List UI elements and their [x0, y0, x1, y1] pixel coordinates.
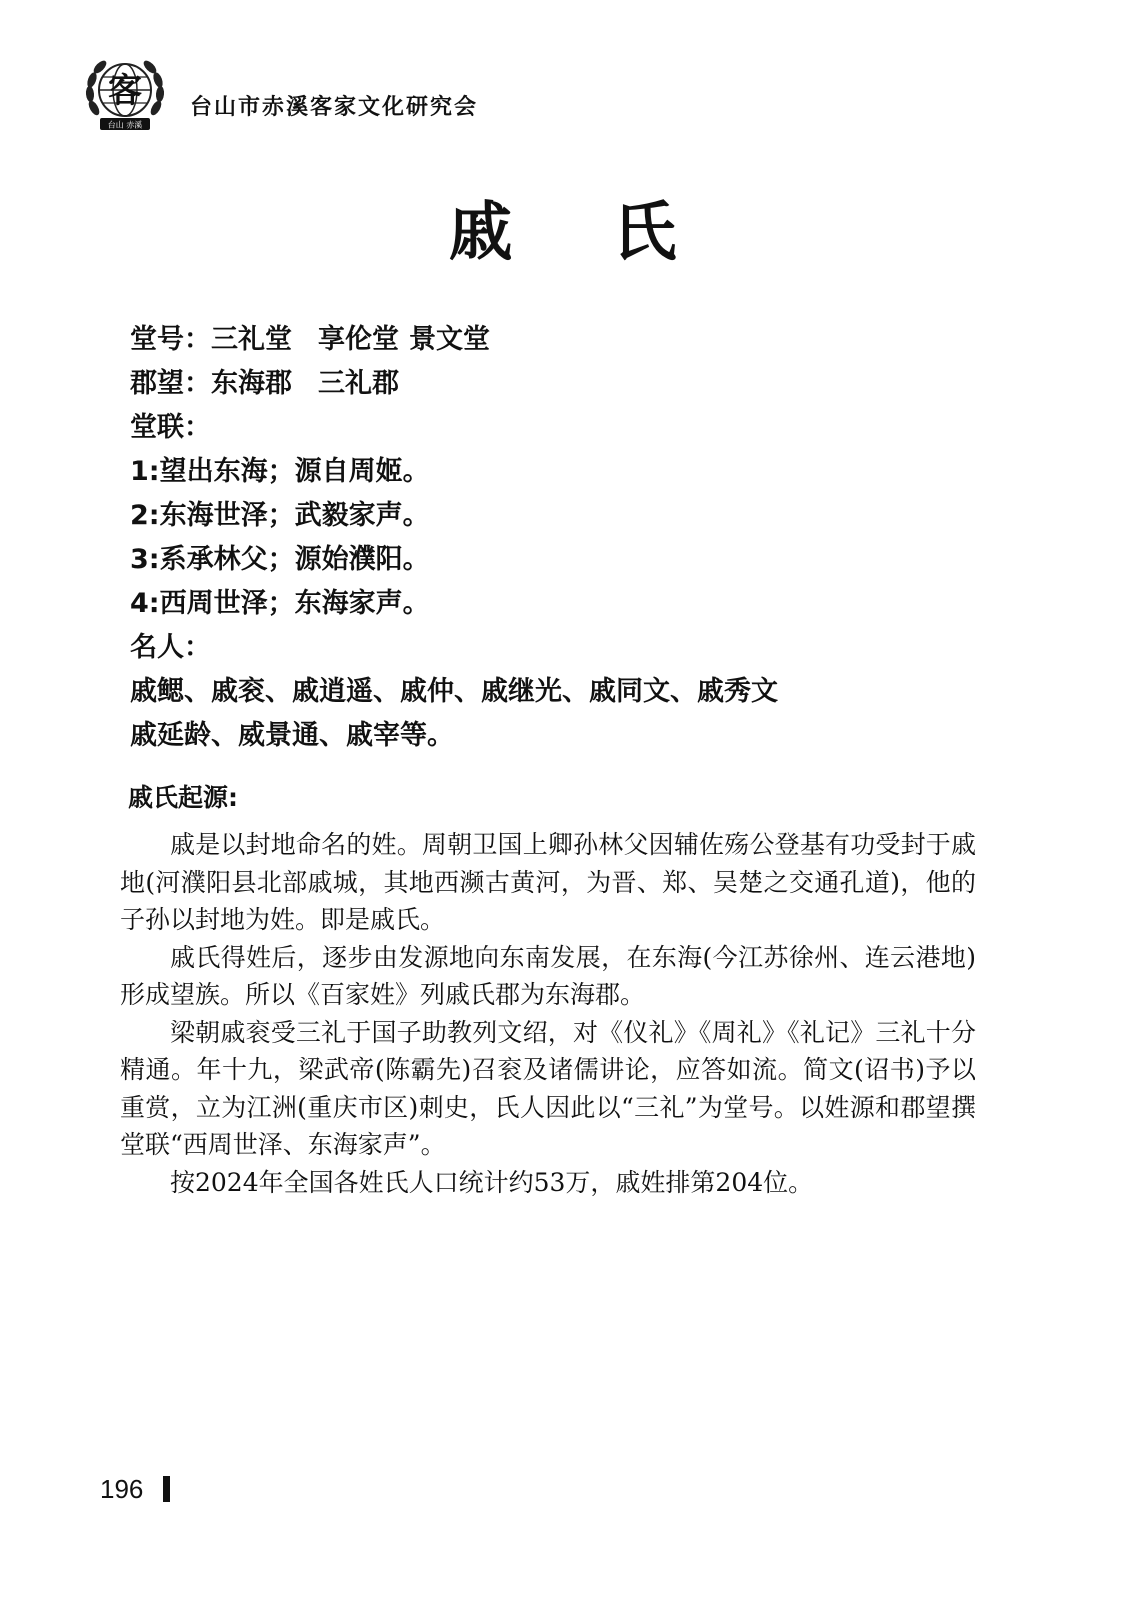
- couplet-item: 1:望出东海；源自周姬。: [130, 456, 430, 487]
- commandery-line: [130, 362, 1030, 406]
- origin-paragraph: 按2024年全国各姓氏人口统计约53万，戚姓排第204位。: [170, 1167, 814, 1197]
- hall-label: 堂号：: [130, 324, 211, 355]
- page-header: [82, 50, 682, 140]
- celebrities-list: 戚鳃、戚衮、戚逍遥、戚仲、戚继光、戚同文、戚秀文: [130, 676, 778, 707]
- page-number: 196: [100, 1474, 144, 1504]
- couplet-item: 4:西周世泽；东海家声。: [130, 588, 430, 619]
- title-char-2: 氏: [612, 195, 677, 270]
- origin-paragraph: 戚是以封地命名的姓。周朝卫国上卿孙林父因辅佐殇公登基有功受封于戚地(河濮阳县北部戚城，其地西濒古黄河，为晋、郑、吴楚之交通孔道)，他的子孙以封地为姓。即是戚氏。: [120, 830, 976, 934]
- couplet-item: 3:系承林父；源始濮阳。: [130, 544, 430, 575]
- surname-info: [130, 318, 1030, 758]
- celebrities-list: 戚延龄、威景通、戚宰等。: [130, 720, 454, 751]
- logo-ribbon-text: 台山 赤溪: [107, 120, 143, 130]
- origin-paragraph: 戚氏得姓后，逐步由发源地向东南发展，在东海(今江苏徐州、连云港地)形成望族。所以《百家姓》列戚氏郡为东海郡。: [120, 942, 976, 1009]
- couplets-label: 堂联：: [130, 412, 211, 443]
- commandery-label: 郡望：: [130, 368, 211, 399]
- organization-name: 台山市赤溪客家文化研究会: [190, 94, 479, 120]
- commandery-name: 东海郡: [211, 368, 292, 399]
- hall-name-line: [130, 318, 1030, 362]
- hall-name: 三礼堂: [211, 324, 292, 355]
- origin-paragraph: 梁朝戚衮受三礼于国子助教列文绍，对《仪礼》《周礼》《礼记》三礼十分精通。年十九，梁武帝(陈霸先)召衮及诸儒讲论，应答如流。简文(诏书)予以重赏，立为江洲(重庆市区)刺史，氏人因此以“三礼”为堂号。以姓源和郡望撰堂联“西周世泽、东海家声”。: [120, 1017, 976, 1159]
- hall-name: 享伦堂: [318, 324, 399, 355]
- title-char-1: 戚: [448, 195, 513, 270]
- origin-body: [120, 826, 976, 1201]
- logo-character: 客: [108, 71, 142, 111]
- page-title: [0, 188, 1125, 278]
- hall-name: 景文堂: [409, 324, 490, 355]
- association-logo: [82, 50, 168, 136]
- page-number-bar: [163, 1476, 170, 1502]
- couplet-item: 2:东海世泽；武毅家声。: [130, 500, 430, 531]
- celebrities-label: 名人：: [130, 632, 211, 663]
- origin-heading: 戚氏起源:: [128, 783, 238, 812]
- commandery-name: 三礼郡: [318, 368, 399, 399]
